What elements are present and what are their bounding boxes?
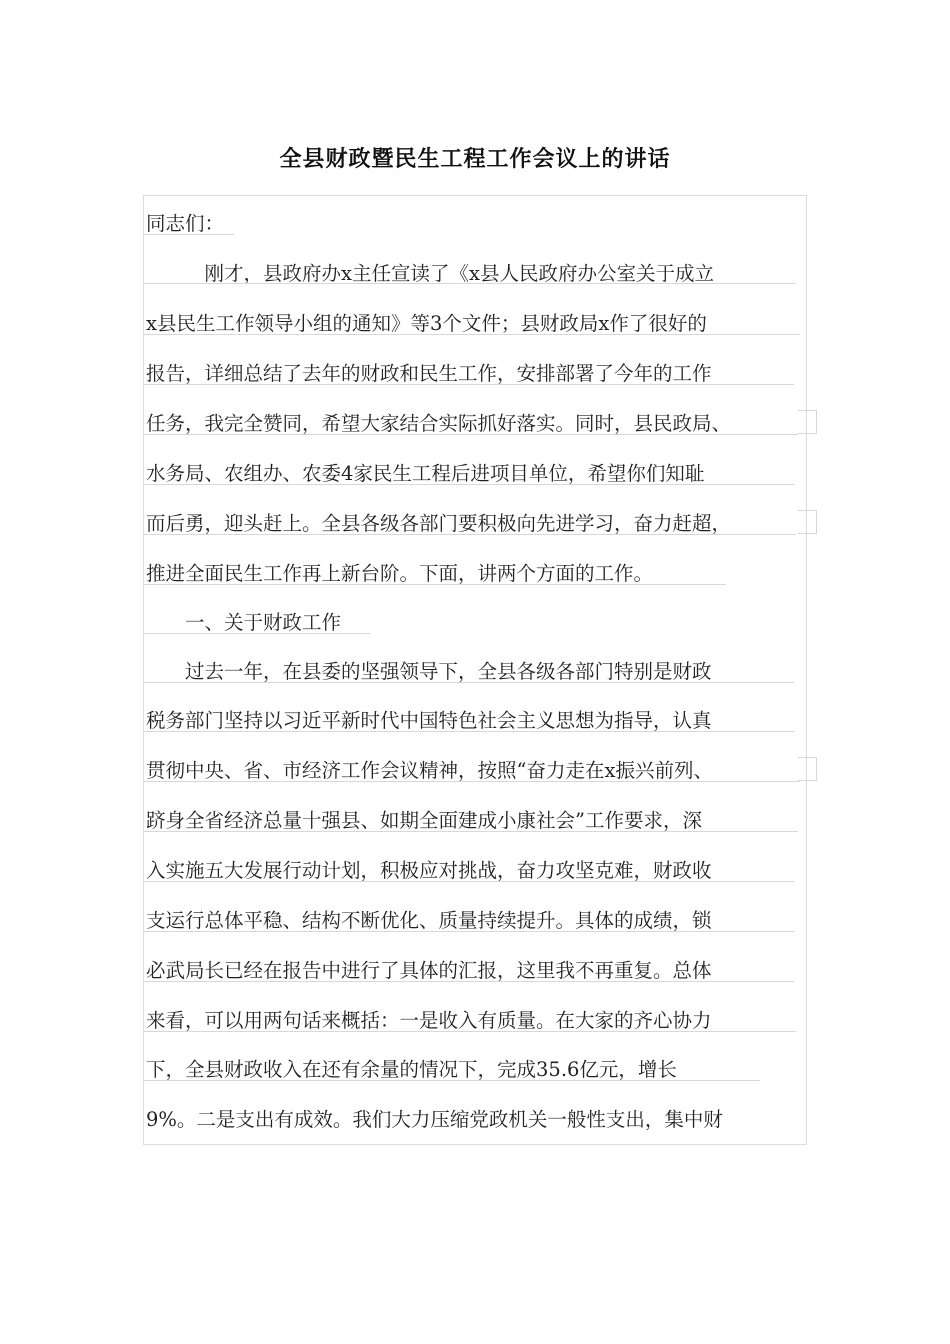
text-line: 同志们： xyxy=(146,212,225,235)
text-line: 过去一年，在县委的坚强领导下，全县各级各部门特别是财政 xyxy=(146,660,712,683)
overflow-mark xyxy=(798,410,817,434)
text-line: 报告，详细总结了去年的财政和民生工作，安排部署了今年的工作 xyxy=(146,362,712,385)
text-line: 推进全面民生工作再上新台阶。下面，讲两个方面的工作。 xyxy=(146,562,654,585)
text-line: 刚才，县政府办x主任宣读了《x县人民政府办公室关于成立 xyxy=(146,262,714,285)
text-line: 9%。二是支出有成效。我们大力压缩党政机关一般性支出，集中财 xyxy=(146,1108,723,1131)
text-line: 水务局、农组办、农委4家民生工程后进项目单位，希望你们知耻 xyxy=(146,462,705,485)
overflow-mark xyxy=(798,510,817,534)
text-line: 必武局长已经在报告中进行了具体的汇报，这里我不再重复。总体 xyxy=(146,959,712,982)
text-line: 支运行总体平稳、结构不断优化、质量持续提升。具体的成绩，锁 xyxy=(146,909,712,932)
text-line: 下，全县财政收入在还有余量的情况下，完成35.6亿元，增长 xyxy=(146,1058,677,1081)
text-line: 贯彻中央、省、市经济工作会议精神，按照“奋力走在x振兴前列、 xyxy=(146,759,713,782)
overflow-mark xyxy=(798,757,817,781)
section-heading: 一、关于财政工作 xyxy=(146,611,342,634)
text-line: 任务，我完全赞同，希望大家结合实际抓好落实。同时，县民政局、 xyxy=(146,412,732,435)
text-line: 来看，可以用两句话来概括：一是收入有质量。在大家的齐心协力 xyxy=(146,1009,712,1032)
text-line: 而后勇，迎头赶上。全县各级各部门要积极向先进学习，奋力赶超， xyxy=(146,512,732,535)
text-line: 跻身全省经济总量十强县、如期全面建成小康社会”工作要求，深 xyxy=(146,809,702,832)
text-line: 税务部门坚持以习近平新时代中国特色社会主义思想为指导，认真 xyxy=(146,709,712,732)
text-line: 入实施五大发展行动计划，积极应对挑战，奋力攻坚克难，财政收 xyxy=(146,859,712,882)
document-title: 全县财政暨民生工程工作会议上的讲话 xyxy=(279,147,671,172)
text-line: x县民生工作领导小组的通知》等3个文件；县财政局x作了很好的 xyxy=(146,312,707,335)
